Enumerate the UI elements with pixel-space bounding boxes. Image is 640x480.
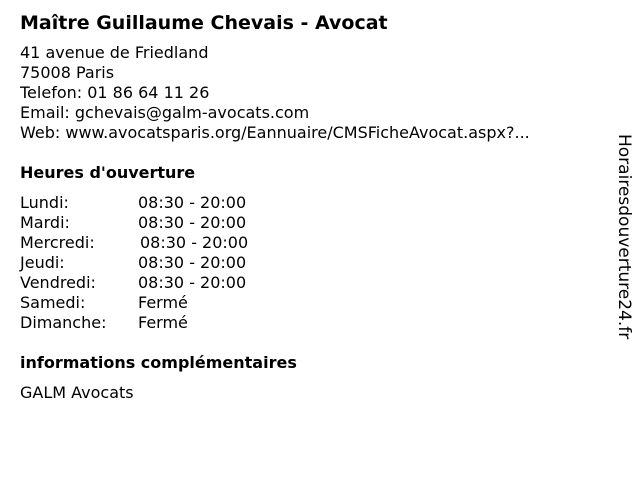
- day-hours: Fermé: [138, 313, 188, 332]
- day-hours: 08:30 - 20:00: [138, 213, 247, 232]
- day-label: Lundi:: [20, 193, 69, 212]
- day-hours: Fermé: [138, 293, 188, 312]
- day-label: Samedi:: [20, 293, 86, 312]
- day-hours: 08:30 - 20:00: [138, 253, 247, 272]
- address-line-1: 41 avenue de Friedland: [20, 43, 209, 62]
- address-line-2: 75008 Paris: [20, 63, 115, 82]
- day-label: Jeudi:: [20, 253, 65, 272]
- contact-block: [20, 43, 530, 143]
- day-hours: 08:30 - 20:00: [140, 233, 249, 252]
- email-text: Email: gchevais@galm-avocats.com: [20, 103, 310, 122]
- additional-info-heading: informations complémentaires: [20, 353, 297, 372]
- site-watermark: Horairesdouverture24.fr: [614, 134, 634, 340]
- day-label: Mardi:: [20, 213, 70, 232]
- phone-text: Telefon: 01 86 64 11 26: [20, 83, 210, 102]
- day-label: Dimanche:: [20, 313, 107, 332]
- day-label: Mercredi:: [20, 233, 95, 252]
- website-text: Web: www.avocatsparis.org/Eannuaire/CMSFicheAvocat.aspx?...: [20, 123, 530, 142]
- day-label: Vendredi:: [20, 273, 96, 292]
- company-name: GALM Avocats: [20, 383, 134, 402]
- page-title: Maître Guillaume Chevais - Avocat: [20, 12, 388, 34]
- day-hours: 08:30 - 20:00: [138, 193, 247, 212]
- opening-hours-heading: Heures d'ouverture: [20, 163, 196, 182]
- day-hours: 08:30 - 20:00: [138, 273, 247, 292]
